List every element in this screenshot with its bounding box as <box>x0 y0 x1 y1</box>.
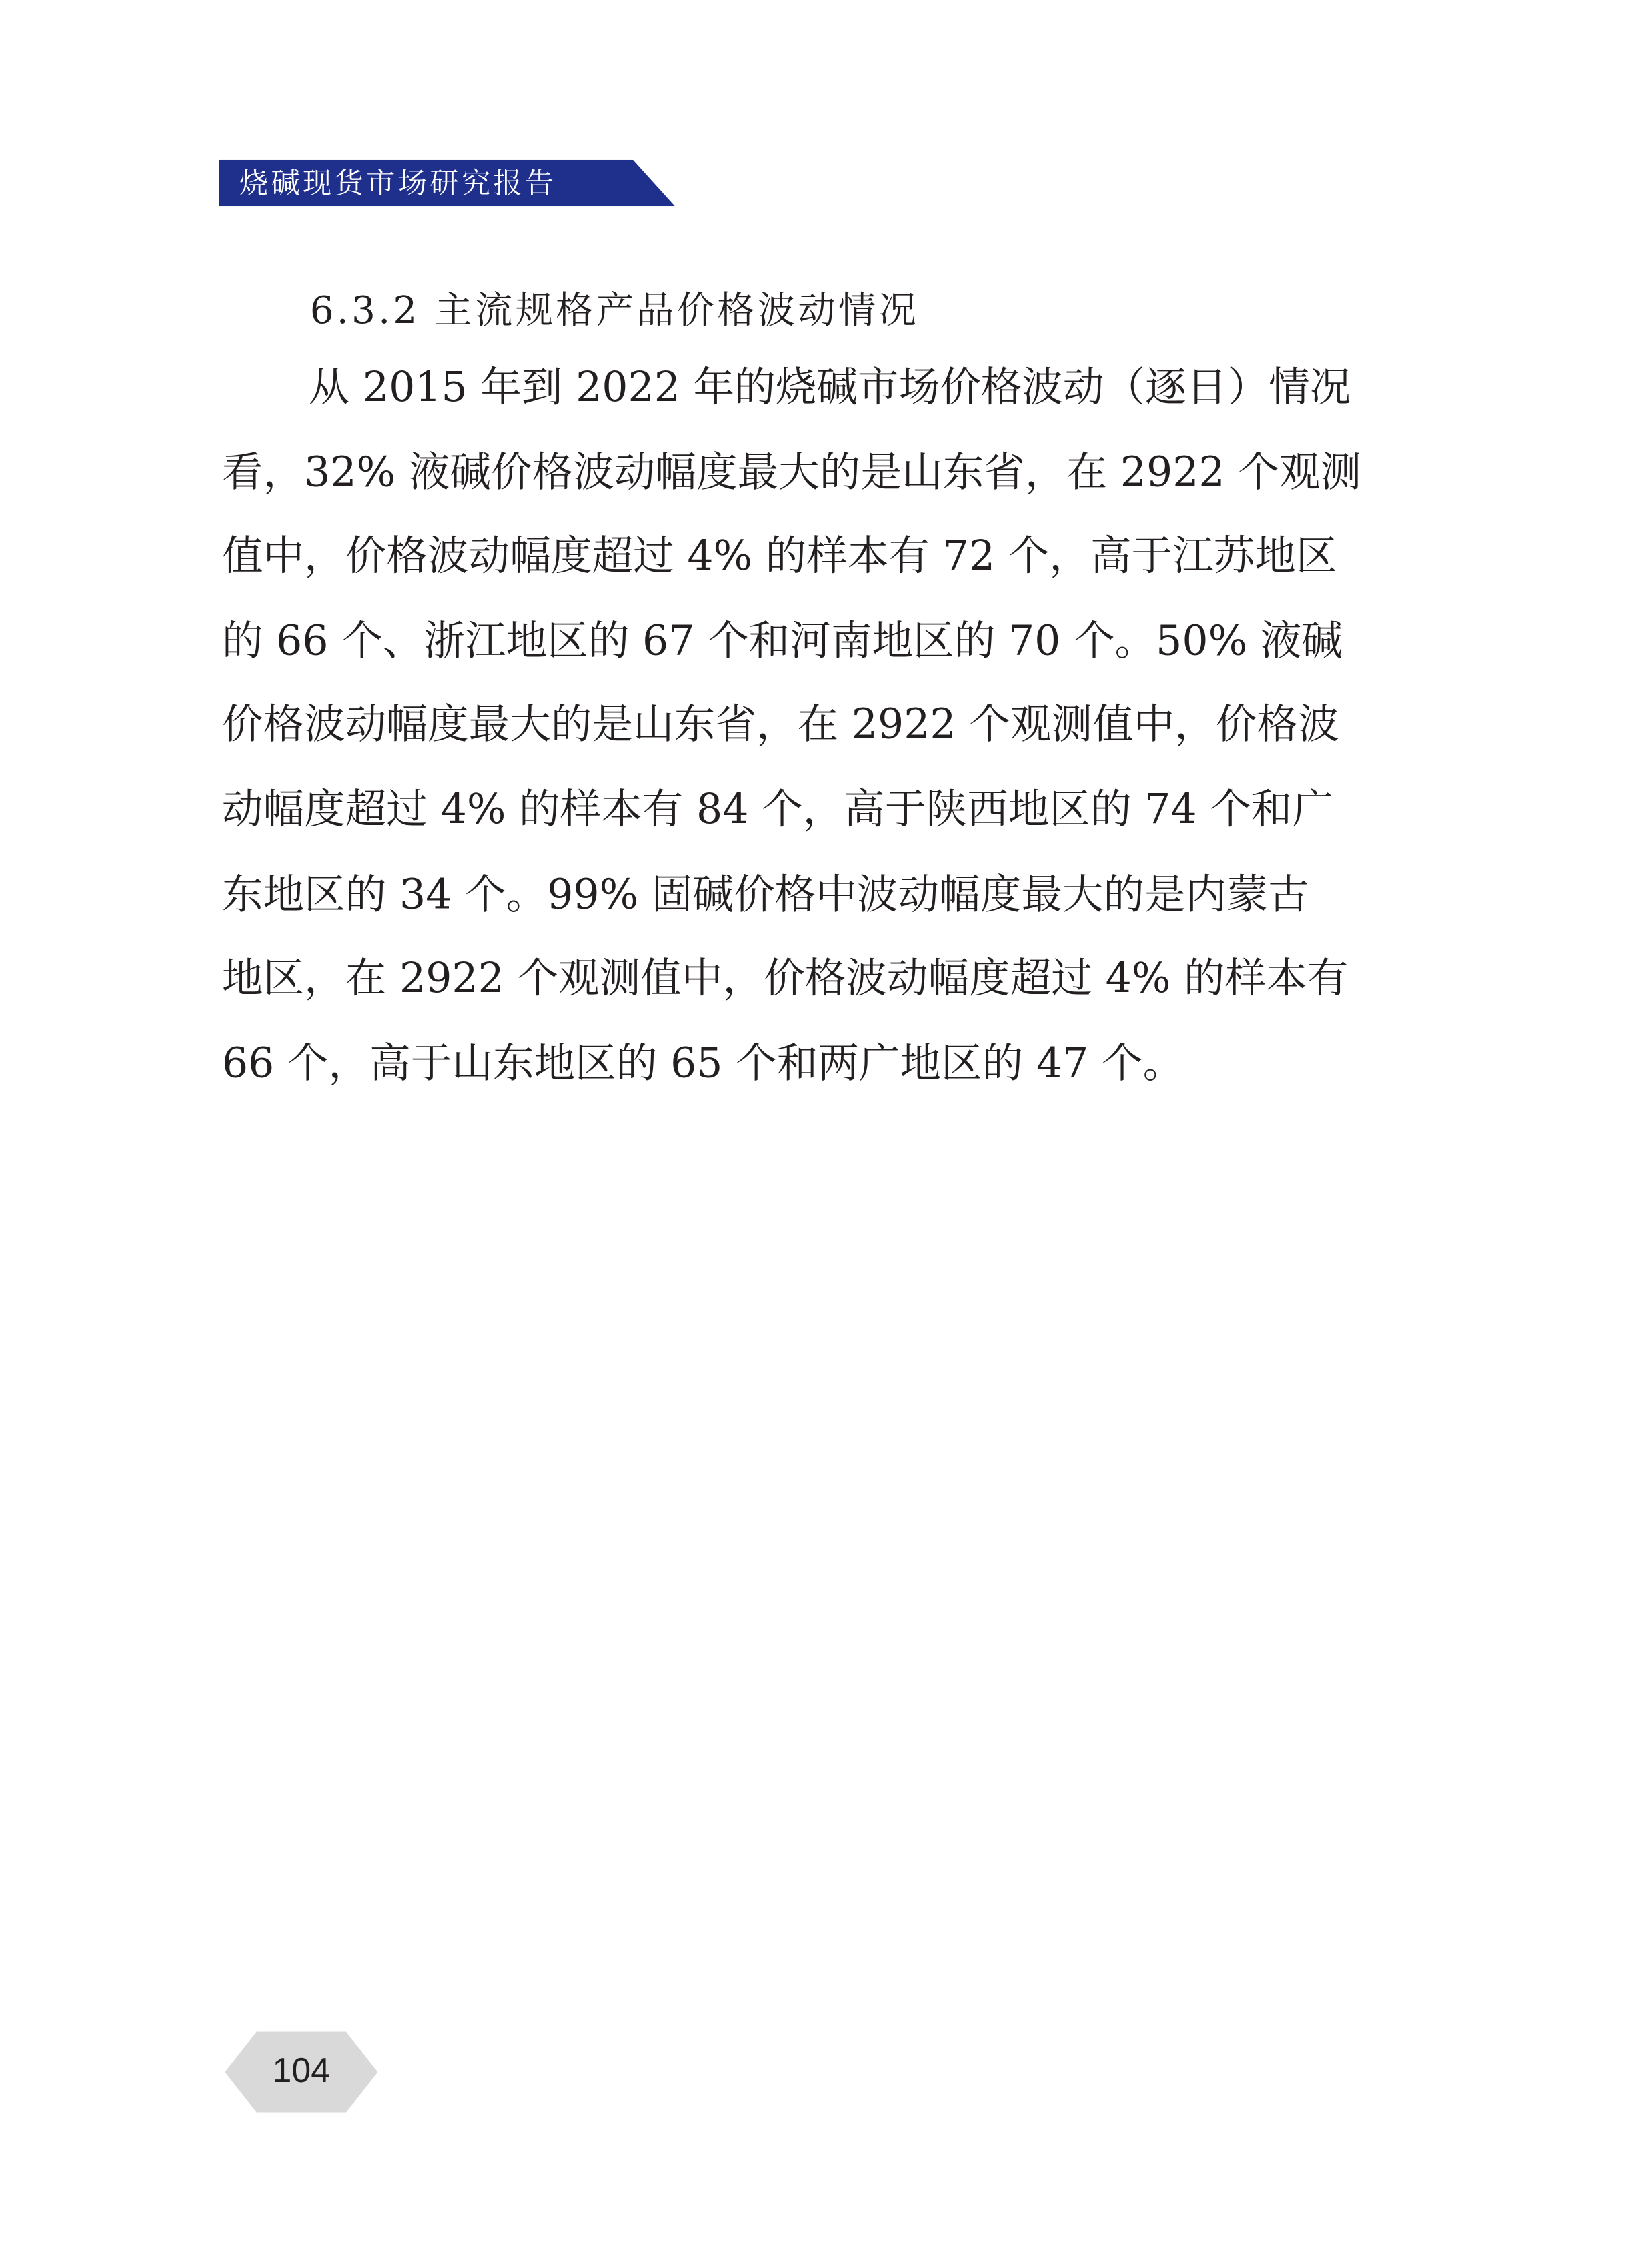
page-number-badge <box>225 2032 377 2113</box>
body-paragraph <box>222 346 1433 1107</box>
paragraph-line: 的 66 个、浙江地区的 67 个和河南地区的 70 个。50% 液碱 <box>221 616 1343 664</box>
paragraph-line: 从 2015 年到 2022 年的烧碱市场价格波动（逐日）情况 <box>308 363 1351 412</box>
running-header-title: 烧碱现货市场研究报告 <box>239 165 557 201</box>
paragraph-line: 价格波动幅度最大的是山东省，在 2922 个观测值中，价格波 <box>221 701 1339 749</box>
paragraph-line: 东地区的 34 个。99% 固碱价格中波动幅度最大的是内蒙古 <box>221 870 1309 918</box>
paragraph-line: 动幅度超过 4% 的样本有 84 个，高于陕西地区的 74 个和广 <box>221 785 1334 834</box>
paragraph-line: 看，32% 液碱价格波动幅度最大的是山东省，在 2922 个观测 <box>221 448 1362 496</box>
paragraph-line: 值中，价格波动幅度超过 4% 的样本有 72 个，高于江苏地区 <box>221 532 1337 580</box>
header-banner <box>219 160 675 206</box>
section-heading: 6.3.2 主流规格产品价格波动情况 <box>309 290 920 334</box>
paragraph-line: 66 个，高于山东地区的 65 个和两广地区的 47 个。 <box>221 1039 1184 1087</box>
paragraph-line: 地区，在 2922 个观测值中，价格波动幅度超过 4% 的样本有 <box>221 955 1349 1003</box>
page-number: 104 <box>272 2051 331 2091</box>
